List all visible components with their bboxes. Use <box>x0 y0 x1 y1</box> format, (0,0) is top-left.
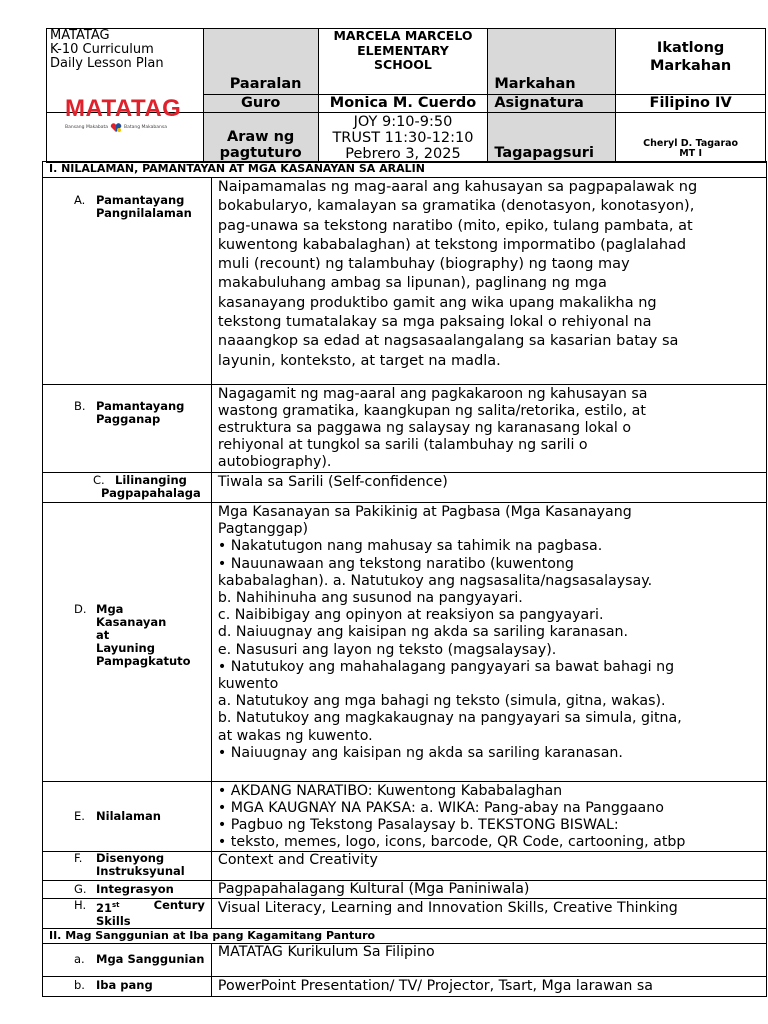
subject-name: Filipino IV <box>649 95 732 111</box>
row-content-cell <box>211 899 766 929</box>
content-line: pag-unawa sa tekstong naratibo (mito, epiko, tulang pambata, at <box>217 217 693 234</box>
row-content-cell <box>211 881 766 899</box>
content-line: wastong gramatika, kaangkupan ng salita/retorika, estilo, at <box>217 403 646 419</box>
date-label-line: pagtuturo <box>219 145 302 161</box>
lesson-date: Pebrero 3, 2025 <box>345 146 461 162</box>
content-line: kuwento <box>217 676 279 693</box>
row-letter: D. <box>74 601 87 616</box>
school-name-line: MARCELA MARCELO <box>333 28 473 43</box>
row-content-cell <box>211 503 766 782</box>
curriculum-label: K-10 Curriculum <box>50 42 154 57</box>
checker-value-cell <box>616 113 766 163</box>
row-label: Nilalaman <box>96 809 161 823</box>
content-line: Mga Kasanayan sa Pakikinig at Pagbasa (Mga Kasanayang <box>217 504 632 520</box>
content-line: c. Naibibigay ang opinyon at reaksiyon sa pangyayari. <box>217 607 604 624</box>
row-content-cell <box>211 976 766 996</box>
subject-label: Asignatura <box>494 95 584 111</box>
row-letter: A. <box>74 193 86 207</box>
content-line: • AKDANG NARATIBO: Kuwentong Kababalaghan <box>217 783 563 799</box>
content-line: muli (recount) ng talambuhay (biography) ng taong may <box>217 256 630 273</box>
row-label-cell <box>43 473 212 503</box>
row-label: Iba pang <box>96 977 153 992</box>
section-title: II. Mag Sanggunian at Iba pang Kagamitang Panturo <box>49 928 376 942</box>
row-label: Pagpapahalaga <box>101 486 201 500</box>
content-line: Tiwala sa Sarili (Self-confidence) <box>217 474 448 490</box>
row-letter: B. <box>74 399 86 413</box>
row-label: Instruksyunal <box>96 864 185 878</box>
row-label-cell <box>43 503 212 782</box>
content-line: a. Natutukoy ang mga bahagi ng teksto (simula, gitna, wakas). <box>217 693 666 710</box>
row-integration <box>43 881 767 899</box>
content-line: • Naiuugnay ang kaisipan ng akda sa sariling karanasan. <box>217 744 623 761</box>
content-line: makabuluhang ambag sa lipunan), paglinang ng mga <box>217 275 607 292</box>
row-label-suffix: st <box>112 901 120 909</box>
content-line: naaangkop sa edad at nagsasaalangalang sa kasarian batay sa <box>217 333 679 350</box>
teacher-value-cell <box>318 95 488 113</box>
row-performance-standard <box>43 385 767 473</box>
teacher-label-cell <box>203 95 318 113</box>
date-label-cell <box>203 113 318 163</box>
section-title: I. NILALAMAN, PAMANTAYAN AT MGA KASANAYAN SA ARALIN <box>49 162 425 175</box>
content-line: • Nakatutugon nang mahusay sa tahimik na pagbasa. <box>217 538 603 555</box>
subject-value-cell <box>616 95 766 113</box>
row-letter: G. <box>74 882 87 896</box>
content-line: bokabularyo, kamalayan sa gramatika (denotasyon, konotasyon), <box>217 198 695 215</box>
row-21st-century-skills <box>43 899 767 929</box>
row-letter: a. <box>74 952 85 967</box>
quarter-value-cell <box>616 29 766 95</box>
session-joy: JOY 9:10-9:50 <box>353 114 453 130</box>
content-line: Pagpapahalagang Kultural (Mga Paniniwala) <box>217 881 530 897</box>
row-label-cell <box>43 899 212 929</box>
logo-tagline-left: Bansang Makabata <box>65 125 108 130</box>
content-line: MATATAG Kurikulum Sa Filipino <box>217 943 435 960</box>
lesson-plan-table <box>42 161 767 997</box>
content-line: tekstong tumatalakay sa mga paksaing lokal o rehiyonal na <box>217 314 652 331</box>
row-label-cell <box>43 976 212 996</box>
checker-title: MT I <box>679 148 702 159</box>
logo-cell <box>47 28 204 130</box>
content-line: Naipamamalas ng mag-aaral ang kahusayan sa pagpapalawak ng <box>217 179 698 195</box>
brand-title: MATATAG <box>50 28 110 43</box>
row-content-cell <box>211 782 766 852</box>
row-label: Skills <box>96 913 131 928</box>
row-content-cell <box>211 852 766 881</box>
section-heading <box>43 928 767 943</box>
row-label: at Layuning <box>96 627 155 655</box>
content-line: layunin, konteksto, at target na madla. <box>217 352 501 369</box>
content-line: • Nauunawaan ang tekstong naratibo (kuwentong <box>217 555 574 572</box>
row-content-cell <box>211 943 766 976</box>
checker-label: Tagapagsuri <box>494 145 594 161</box>
content-line: Visual Literacy, Learning and Innovation Skills, Creative Thinking <box>217 900 678 916</box>
row-label: Pamantayang <box>96 193 185 207</box>
school-name-line: ELEMENTARY <box>357 42 449 58</box>
checker-name: Cheryl D. Tagarao <box>643 138 739 149</box>
content-line: • teksto, memes, logo, icons, barcode, QR Code, cartooning, atbp <box>217 834 686 850</box>
row-content-cell <box>211 473 766 503</box>
row-label: Pangnilalaman <box>96 206 192 220</box>
row-values <box>43 473 767 503</box>
row-other-materials <box>43 976 767 996</box>
subject-label-cell <box>488 95 616 113</box>
content-line: b. Natutukoy ang magkakaugnay na pangyayari sa simula, gitna, <box>217 710 682 727</box>
row-label-cell <box>43 852 212 881</box>
content-line: PowerPoint Presentation/ TV/ Projector, Tsart, Mga larawan sa <box>217 977 653 994</box>
content-line: Context and Creativity <box>217 852 378 868</box>
school-value-cell <box>318 29 488 95</box>
row-label: Disenyong <box>96 851 165 865</box>
row-content <box>43 782 767 852</box>
logo-word: MATATAG <box>65 95 182 122</box>
row-content-cell <box>211 178 766 385</box>
content-line: at wakas ng kuwento. <box>217 727 373 744</box>
quarter-label: Markahan <box>494 76 576 92</box>
heart-icon <box>110 123 122 133</box>
matatag-logo <box>65 97 185 137</box>
header-table <box>46 28 766 163</box>
row-content-cell <box>211 385 766 473</box>
row-letter: F. <box>74 851 83 865</box>
content-line: e. Nasusuri ang layon ng teksto (magsalaysay). <box>217 641 557 658</box>
row-label: Mga Kasanayan <box>96 601 167 629</box>
row-letter: b. <box>74 977 85 992</box>
school-label-cell <box>203 29 318 95</box>
row-letter: H. <box>74 898 87 912</box>
date-value-cell <box>318 113 488 163</box>
row-label: Pamantayang <box>96 399 185 413</box>
date-label-line: Araw ng <box>227 129 295 145</box>
content-line: kasanayang produktibo gamit ang wika upang makalikha ng <box>217 294 657 311</box>
teacher-label: Guro <box>240 95 281 111</box>
session-trust: TRUST 11:30-12:10 <box>332 130 474 146</box>
row-references <box>43 943 767 976</box>
row-label-cell <box>43 782 212 852</box>
row-label-cell <box>43 385 212 473</box>
logo-tagline-right: Batang Makabansa <box>124 125 167 130</box>
content-line: • MGA KAUGNAY NA PAKSA: a. WIKA: Pang-abay na Panggaano <box>217 800 664 816</box>
row-content-standard <box>43 178 767 385</box>
checker-label-cell <box>488 113 616 163</box>
content-line: kababalaghan). a. Natutukoy ang nagsasalita/nagsasalaysay. <box>217 572 653 589</box>
section-heading <box>43 162 767 178</box>
quarter-value-line: Markahan <box>650 58 732 74</box>
school-label: Paaralan <box>229 76 302 92</box>
row-label: Pagganap <box>96 412 161 426</box>
content-line: autobiography). <box>217 454 332 470</box>
row-learning-competencies <box>43 503 767 782</box>
content-line: d. Naiuugnay ang kaisipan ng akda sa sariling karanasan. <box>217 624 629 641</box>
content-line: rehiyonal at tungkol sa sarili (talambuhay ng sarili o <box>217 437 588 453</box>
row-label-cell <box>43 178 212 385</box>
content-line: b. Nahihinuha ang susunod na pangyayari. <box>217 590 523 607</box>
content-line: • Natutukoy ang mahahalagang pangyayari sa bawat bahagi ng <box>217 658 675 675</box>
row-label-number: 21 <box>96 900 113 915</box>
content-line: estruktura sa paggawa ng salaysay ng karanasang lokal o <box>217 420 632 436</box>
row-letter: C. <box>93 473 105 487</box>
content-line: kuwentong kababalaghan) at tekstong impormatibo (paglalahad <box>217 236 687 253</box>
quarter-value-line: Ikatlong <box>656 40 725 56</box>
row-label: Mga Sanggunian <box>96 952 205 967</box>
row-label-cell <box>43 943 212 976</box>
quarter-label-cell <box>488 29 616 95</box>
row-label-cell <box>43 881 212 899</box>
plan-label: Daily Lesson Plan <box>50 56 164 71</box>
row-label: Pampagkatuto <box>96 653 191 668</box>
content-line: Nagagamit ng mag-aaral ang pagkakaroon ng kahusayan sa <box>217 386 648 402</box>
row-label: Integrasyon <box>96 882 174 896</box>
row-label: Lilinanging <box>115 473 187 487</box>
content-line: • Pagbuo ng Tekstong Pasalaysay b. TEKSTONG BISWAL: <box>217 817 619 833</box>
school-name-line: SCHOOL <box>374 57 432 72</box>
content-line: Pagtanggap) <box>217 521 309 538</box>
row-letter: E. <box>74 809 85 823</box>
row-instructional-design <box>43 852 767 881</box>
row-label: Century <box>153 898 205 912</box>
teacher-name: Monica M. Cuerdo <box>329 95 477 111</box>
